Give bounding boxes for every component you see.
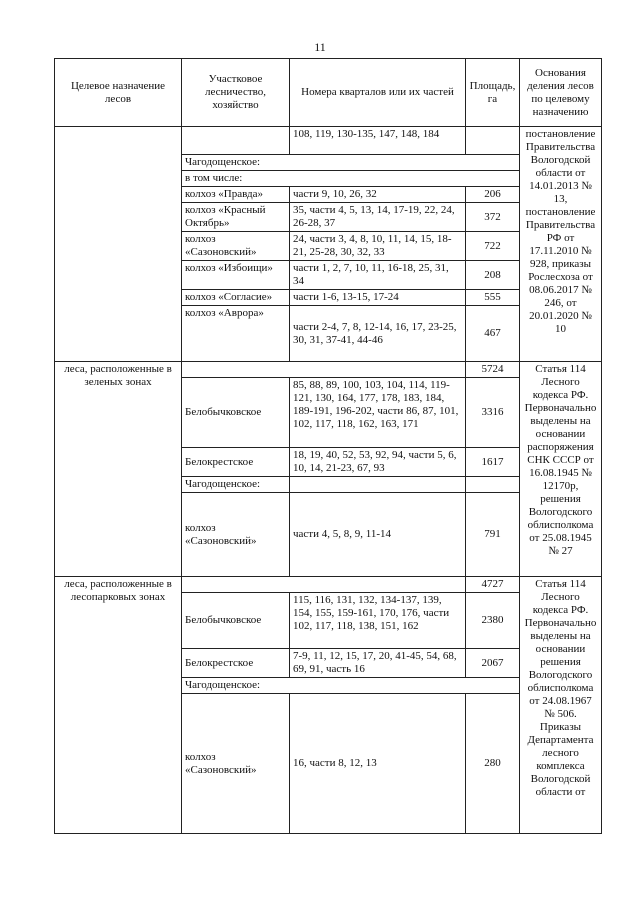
farm-name: колхоз «Аврора» (182, 306, 290, 362)
quarters-cell: 18, 19, 40, 52, 53, 92, 94, части 5, 6, 10, 14, 21-23, 67, 93 (290, 448, 466, 477)
purpose-cell: леса, расположенные в лесопарковых зонах (55, 577, 182, 834)
forestry-name: Чагодощенское: (182, 477, 290, 493)
area-cell: 206 (466, 187, 520, 203)
area-cell: 3316 (466, 378, 520, 448)
quarters-cell: 24, части 3, 4, 8, 10, 11, 14, 15, 18-21, 25-28, 30, 32, 33 (290, 232, 466, 261)
farm-name: колхоз «Сазоновский» (182, 232, 290, 261)
basis-cell: Статья 114 Лесного кодекса РФ. Первоначально выделены на основании распоряжения СНК СССР от 16.08.1945 № 12170р, решения Вологодского облисполкома от 25.08.1945 № 27 (520, 362, 602, 577)
quarters-cell: 108, 119, 130-135, 147, 148, 184 (290, 127, 466, 155)
header-area: Площадь, га (466, 59, 520, 127)
area-cell: 208 (466, 261, 520, 290)
quarters-cell: части 4, 5, 8, 9, 11-14 (290, 493, 466, 577)
forestry-name: Белокрестское (182, 649, 290, 678)
farm-name: колхоз «Сазоновский» (182, 694, 290, 834)
quarters-cell: 16, части 8, 12, 13 (290, 694, 466, 834)
quarters-cell: части 2-4, 7, 8, 12-14, 16, 17, 23-25, 30, 31, 37-41, 44-46 (290, 306, 466, 362)
quarters-cell: части 9, 10, 26, 32 (290, 187, 466, 203)
header-row (55, 59, 602, 127)
forestry-name: Белобычковское (182, 378, 290, 448)
farm-name: колхоз «Красный Октябрь» (182, 203, 290, 232)
subheading: в том числе: (182, 171, 520, 187)
header-quarters: Номера кварталов или их частей (290, 59, 466, 127)
basis-cell: Статья 114 Лесного кодекса РФ. Первоначально выделены на основании решения Вологодского облисполкома от 24.08.1967 № 506. Приказы Департамента лесного комплекса Вологодской области от (520, 577, 602, 834)
farm-name: колхоз «Согласие» (182, 290, 290, 306)
quarters-cell: 35, части 4, 5, 13, 14, 17-19, 22, 24, 26-28, 37 (290, 203, 466, 232)
area-cell: 555 (466, 290, 520, 306)
area-cell: 280 (466, 694, 520, 834)
area-cell: 467 (466, 306, 520, 362)
table-row (55, 362, 602, 378)
farm-name: колхоз «Сазоновский» (182, 493, 290, 577)
farm-name: колхоз «Избоищи» (182, 261, 290, 290)
basis-cell: постановление Правительства Вологодской области от 14.01.2013 № 13, постановление Правительства РФ от 17.11.2010 № 928, приказы Рослесхоза от 08.06.2017 № 246, от 20.01.2020 № 10 (520, 127, 602, 362)
forestry-name: Чагодощенское: (182, 678, 520, 694)
purpose-cell-continued (55, 127, 182, 362)
purpose-cell: леса, расположенные в зеленых зонах (55, 362, 182, 577)
header-forestry: Участковое лесничество, хозяйство (182, 59, 290, 127)
forestry-name: Чагодощенское: (182, 155, 520, 171)
area-cell: 372 (466, 203, 520, 232)
forestry-name: Белокрестское (182, 448, 290, 477)
total-area-cell: 5724 (466, 362, 520, 378)
quarters-cell: 115, 116, 131, 132, 134-137, 139, 154, 155, 159-161, 170, 176, части 102, 117, 118, 138, 151, 162 (290, 593, 466, 649)
quarters-cell: 85, 88, 89, 100, 103, 104, 114, 119-121, 130, 164, 177, 178, 183, 184, 189-191, 196-202, части 86, 87, 101, 102, 117, 118, 162, 163, 171 (290, 378, 466, 448)
total-area-cell: 4727 (466, 577, 520, 593)
header-basis: Основания деления лесов по целевому назначению (520, 59, 602, 127)
header-purpose: Целевое назначение лесов (55, 59, 182, 127)
forestry-name: Белобычковское (182, 593, 290, 649)
table-row (55, 127, 602, 155)
farm-name: колхоз «Правда» (182, 187, 290, 203)
area-cell: 1617 (466, 448, 520, 477)
quarters-cell: части 1, 2, 7, 10, 11, 16-18, 25, 31, 34 (290, 261, 466, 290)
forest-purpose-table (54, 58, 602, 834)
area-cell: 791 (466, 493, 520, 577)
area-cell: 722 (466, 232, 520, 261)
area-cell: 2380 (466, 593, 520, 649)
table-row (55, 577, 602, 593)
page-number: 11 (314, 40, 326, 54)
area-cell: 2067 (466, 649, 520, 678)
quarters-cell: 7-9, 11, 12, 15, 17, 20, 41-45, 54, 68, 69, 91, часть 16 (290, 649, 466, 678)
quarters-cell: части 1-6, 13-15, 17-24 (290, 290, 466, 306)
